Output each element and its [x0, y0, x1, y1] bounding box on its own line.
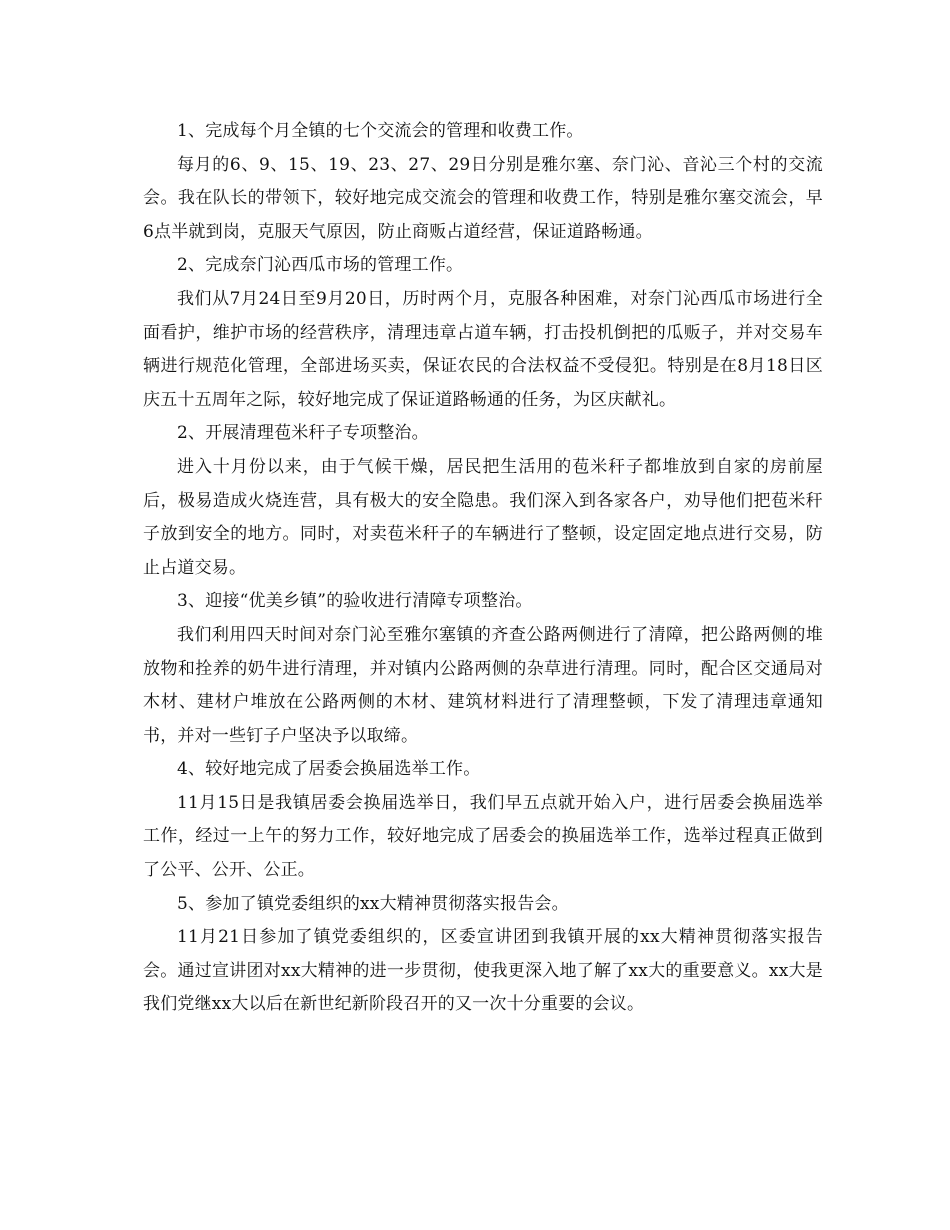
heading-2-watermelon-market: 2、完成奈门沁西瓜市场的管理工作。	[177, 255, 464, 276]
paragraph-election: 11月15日是我镇居委会换届选举日，我们早五点就开始入户，进行居委会换届选举工作，经过一上午的努力工作，较好地完成了居委会的换届选举工作，选举过程真正做到了公平、公开、公正。	[143, 792, 823, 881]
heading-2-corn-stalk-cleanup: 2、开展清理苞米秆子专项整治。	[177, 423, 429, 444]
paragraph-report-meeting: 11月21日参加了镇党委组织的，区委宣讲团到我镇开展的xx大精神贯彻落实报告会。通过宣讲团对xx大精神的进一步贯彻，使我更深入地了解了xx大的重要意义。xx大是我们党继xx大以后在新世纪新阶段召开的又一次十分重要的会议。	[143, 927, 823, 1015]
heading-5-report-meeting: 5、参加了镇党委组织的xx大精神贯彻落实报告会。	[177, 893, 569, 914]
heading-1-exchange-meetings: 1、完成每个月全镇的七个交流会的管理和收费工作。	[177, 121, 584, 141]
paragraph-road-clearing: 我们利用四天时间对奈门沁至雅尔塞镇的齐查公路两侧进行了清障，把公路两侧的堆放物和拴养的奶牛进行清理，并对镇内公路两侧的杂草进行清理。同时，配合区交通局对木材、建材户堆放在公路两侧的木材、建筑材料进行了清理整顿，下发了清理违章通知书，并对一些钉子户坚决予以取缔。	[143, 624, 823, 746]
paragraph-corn-stalk-cleanup: 进入十月份以来，由于气候干燥，居民把生活用的苞米秆子都堆放到自家的房前屋后，极易造成火烧连营，具有极大的安全隐患。我们深入到各家各户，劝导他们把苞米秆子放到安全的地方。同时，对卖苞米秆子的车辆进行了整顿，设定固定地点进行交易，防止占道交易。	[143, 456, 823, 578]
heading-3-road-clearing: 3、迎接“优美乡镇”的验收进行清障专项整治。	[177, 591, 533, 612]
document-body	[143, 115, 823, 1022]
heading-4-election: 4、较好地完成了居委会换届选举工作。	[177, 759, 481, 780]
paragraph-exchange-meetings: 每月的6、9、15、19、23、27、29日分别是雅尔塞、奈门沁、音沁三个村的交流会。我在队长的带领下，较好地完成交流会的管理和收费工作，特别是雅尔塞交流会，早6点半就到岗，克服天气原因，防止商贩占道经营，保证道路畅通。	[143, 154, 823, 242]
paragraph-watermelon-market: 我们从7月24日至9月20日，历时两个月，克服各种困难，对奈门沁西瓜市场进行全面看护，维护市场的经营秩序，清理违章占道车辆，打击投机倒把的瓜贩子，并对交易车辆进行规范化管理，全部进场买卖，保证农民的合法权益不受侵犯。特别是在8月18日区庆五十五周年之际，较好地完成了保证道路畅通的任务，为区庆献礼。	[143, 288, 823, 410]
